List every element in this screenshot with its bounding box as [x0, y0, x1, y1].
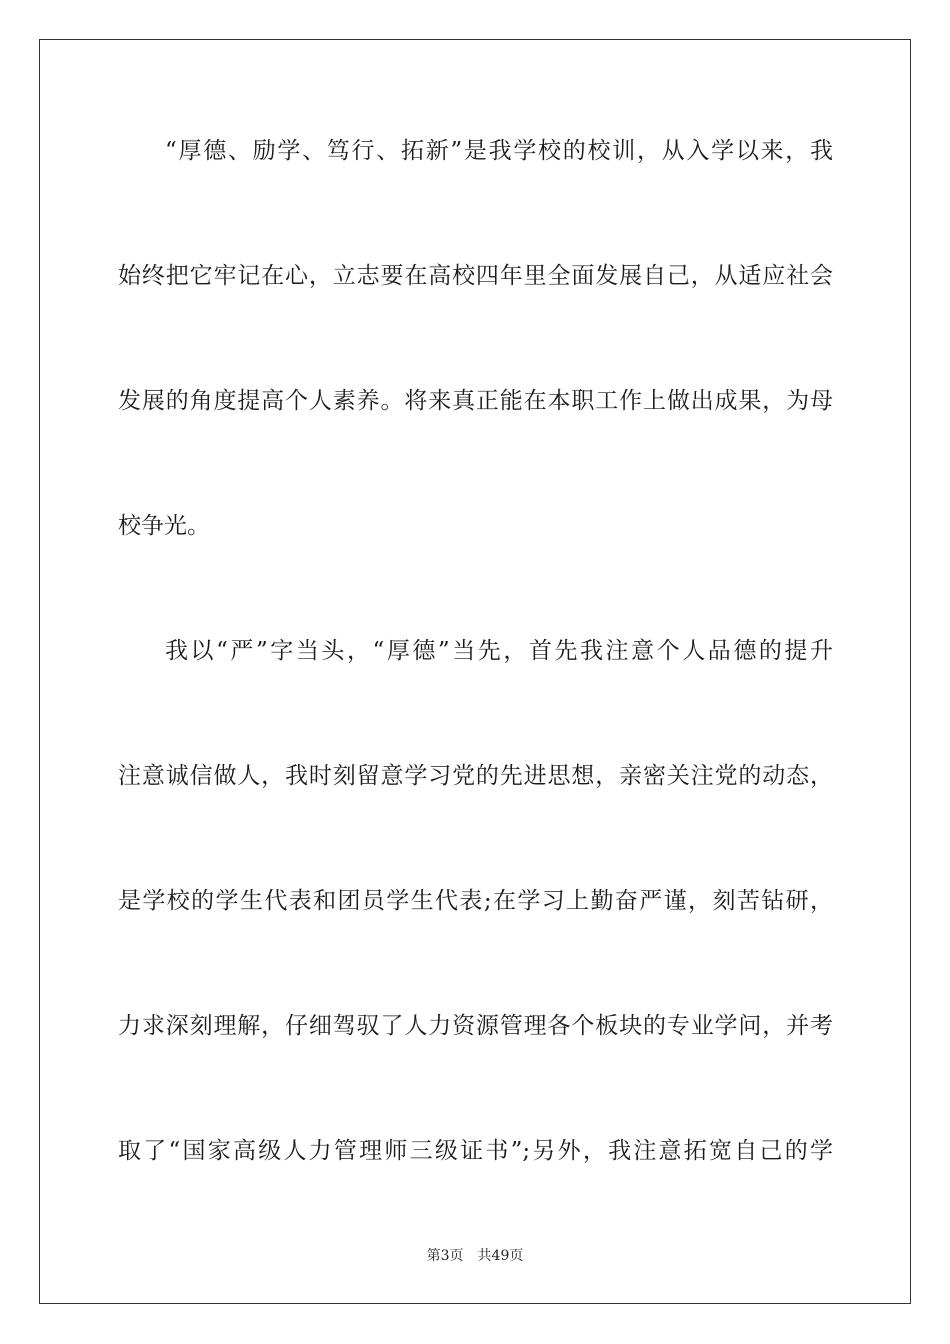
text-line: 始终把它牢记在心，立志要在高校四年里全面发展自己，从适应社会 [118, 263, 833, 289]
text-line: 发展的角度提高个人素养。将来真正能在本职工作上做出成果，为母 [118, 388, 833, 414]
page-total: 共49页 [477, 1248, 524, 1264]
text-line: 校争光。 [118, 513, 210, 539]
text-line: 注意诚信做人，我时刻留意学习党的先进思想，亲密关注党的动态， [118, 763, 833, 789]
text-line: 力求深刻理解，仔细驾驭了人力资源管理各个板块的专业学问，并考 [118, 1013, 833, 1039]
text-line: 我以“严”字当头，“厚德”当先，首先我注意个人品德的提升 [165, 638, 833, 664]
page-footer [0, 1245, 950, 1265]
text-line: 是学校的学生代表和团员学生代表;在学习上勤奋严谨，刻苦钻研， [118, 888, 833, 914]
text-line: “厚德、励学、笃行、拓新”是我学校的校训，从入学以来，我 [165, 138, 833, 164]
page-number: 第3页 [426, 1248, 464, 1264]
page-border [39, 39, 911, 1304]
text-line: 取了“国家高级人力管理师三级证书”;另外，我注意拓宽自己的学 [118, 1138, 833, 1164]
